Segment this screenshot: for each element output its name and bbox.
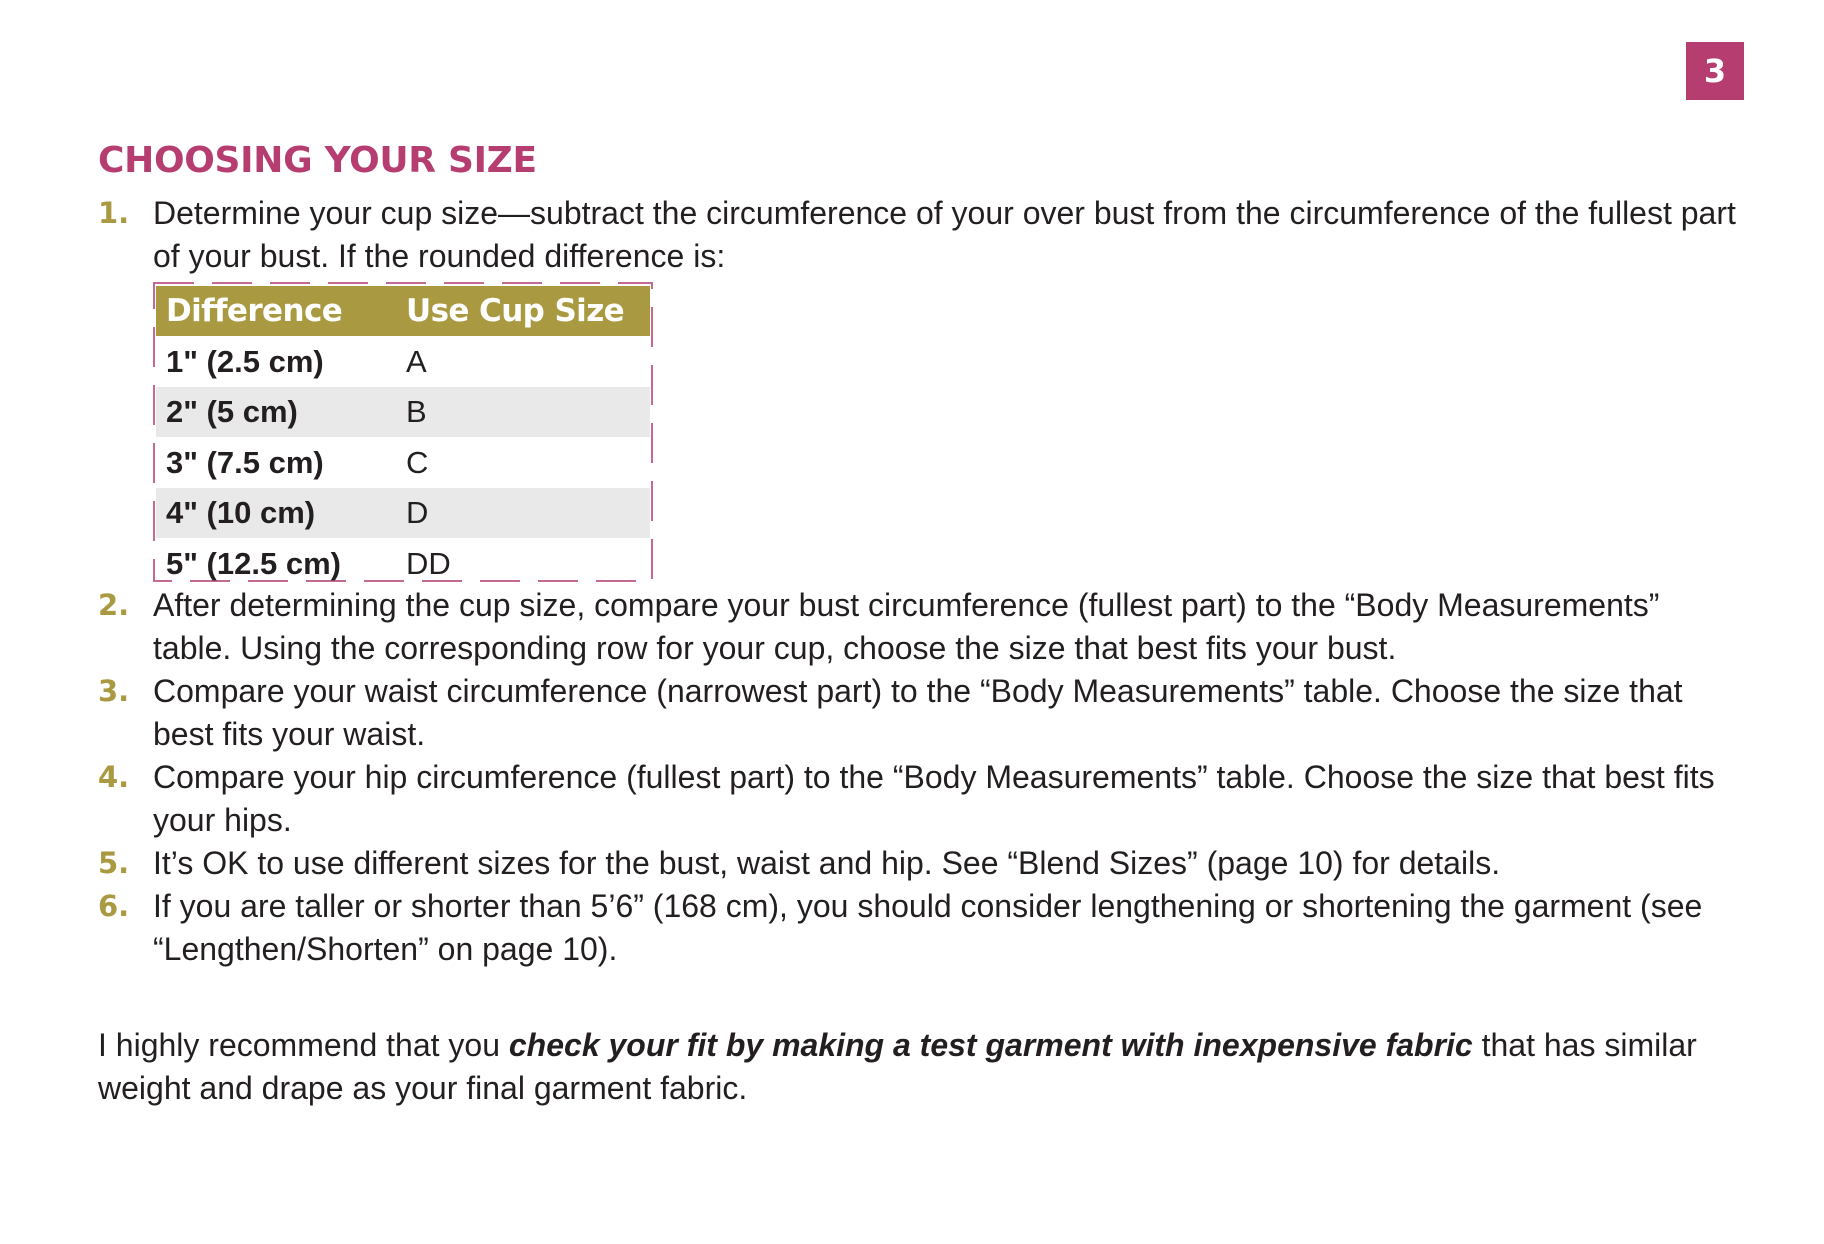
closing-text-start: I highly recommend that you	[98, 1027, 509, 1063]
table-row	[156, 336, 650, 387]
step-number: 2.	[98, 588, 130, 622]
difference-cell: 5" (12.5 cm)	[166, 545, 341, 581]
step-item	[98, 842, 1738, 885]
cup-size-table-container	[153, 282, 653, 582]
difference-cell: 1" (2.5 cm)	[166, 343, 324, 379]
step-text: Compare your hip circumference (fullest part) to the “Body Measurements” table. Choose the size that best fits your hips.	[153, 759, 1715, 838]
step-text: If you are taller or shorter than 5’6” (168 cm), you should consider lengthening or shortening the garment (see “Lengthen/Shorten” on page 10).	[153, 888, 1703, 967]
closing-emphasis: check your fit by making a test garment with inexpensive fabric	[508, 1027, 1473, 1063]
step-number: 6.	[98, 889, 130, 923]
step-text: It’s OK to use different sizes for the bust, waist and hip. See “Blend Sizes” (page 10) for details.	[153, 845, 1501, 881]
step-item	[98, 885, 1738, 971]
table-row	[156, 538, 650, 589]
cup-cell: A	[406, 343, 427, 379]
page-title: CHOOSING YOUR SIZE	[98, 140, 537, 181]
table-header-row	[156, 286, 650, 336]
step-item	[98, 756, 1738, 842]
closing-text-end: that has similar weight and drape as your final garment fabric.	[98, 1027, 1697, 1106]
step-item	[98, 670, 1738, 756]
steps-list	[98, 192, 1738, 971]
column-header-cup-size: Use Cup Size	[396, 286, 650, 336]
step-item	[98, 192, 1738, 582]
step-text: Determine your cup size—subtract the circumference of your over bust from the circumference of the fullest part of your bust. If the rounded difference is:	[153, 195, 1736, 274]
difference-cell: 4" (10 cm)	[156, 488, 396, 539]
table-row	[156, 437, 650, 488]
table-row	[156, 488, 650, 539]
step-number: 4.	[98, 760, 130, 794]
page-number-badge: 3	[1686, 42, 1744, 100]
cup-size-table	[156, 286, 650, 589]
step-number: 3.	[98, 674, 130, 708]
step-number: 5.	[98, 846, 130, 880]
cup-cell: C	[406, 444, 429, 480]
step-text: After determining the cup size, compare your bust circumference (fullest part) to the “Body Measurements” table. Using the corresponding row for your cup, choose the size that best fits your bust.	[153, 587, 1660, 666]
cup-cell: D	[396, 488, 650, 539]
cup-cell: DD	[406, 545, 451, 581]
difference-cell: 3" (7.5 cm)	[166, 444, 324, 480]
step-text: Compare your waist circumference (narrowest part) to the “Body Measurements” table. Choose the size that best fits your waist.	[153, 673, 1683, 752]
cup-cell: B	[396, 387, 650, 438]
table-row	[156, 387, 650, 438]
column-header-difference: Difference	[156, 286, 396, 336]
step-number: 1.	[98, 196, 130, 230]
step-item	[98, 584, 1738, 670]
closing-paragraph	[98, 1024, 1748, 1110]
difference-cell: 2" (5 cm)	[156, 387, 396, 438]
